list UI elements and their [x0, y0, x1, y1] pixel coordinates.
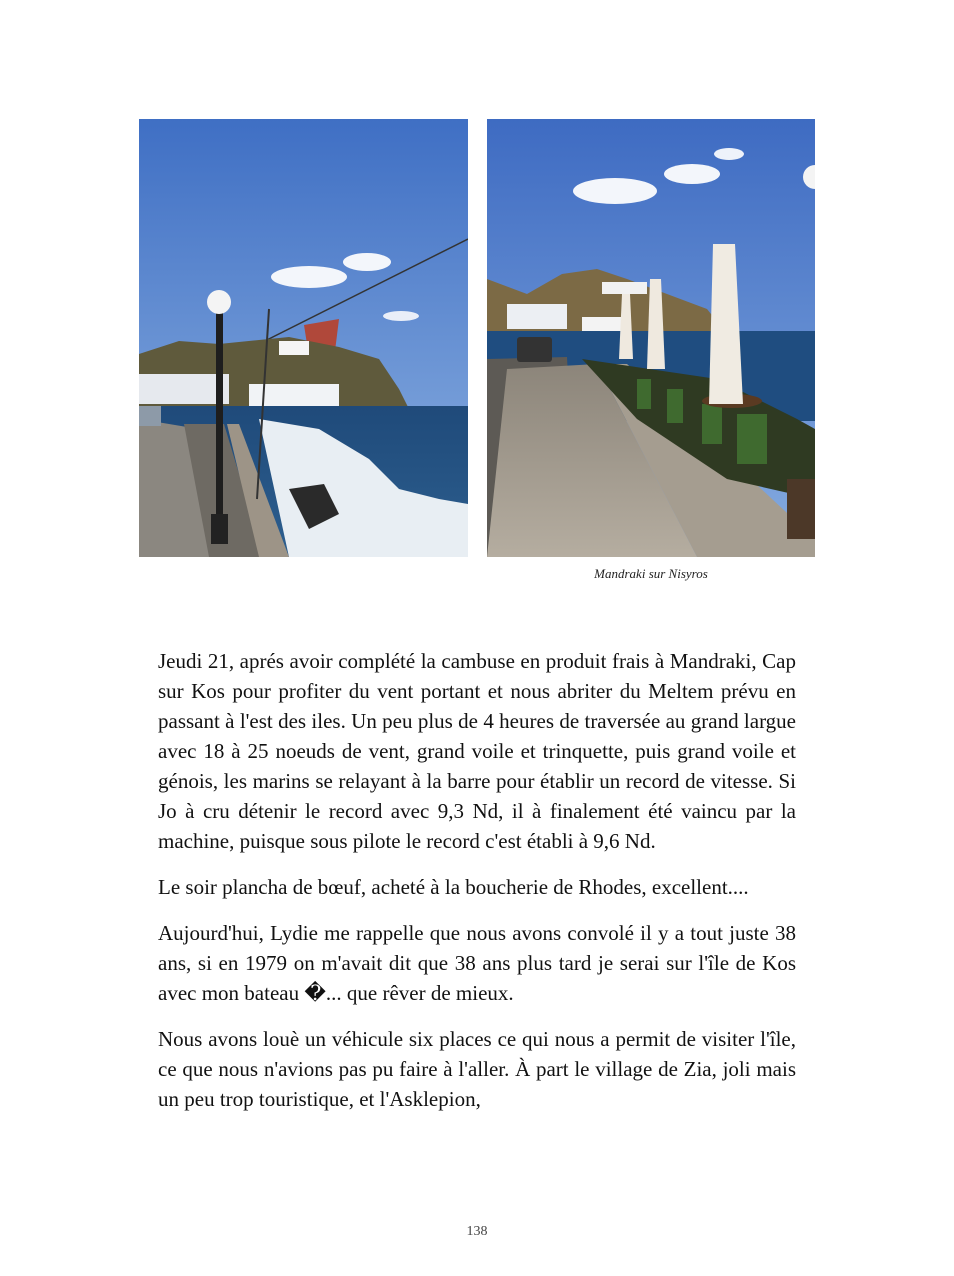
photo-caption: Mandraki sur Nisyros	[594, 566, 708, 581]
photo-seafront-lamp	[139, 119, 468, 557]
paragraph: Nous avons louè un véhicule six places ce qui nous a permit de visiter l'île, ce que nous n'avions pas pu faire à l'aller. À part le village de Zia, joli mais un peu trop touristique, et l'Asklepion,	[158, 1027, 796, 1111]
photo-cafe-terrace	[487, 119, 815, 557]
paragraph: Jeudi 21, aprés avoir complété la cambuse en produit frais à Mandraki, Cap sur Kos pour profiter du vent portant et nous abriter du Meltem prévu en passant à l'est des iles. Un peu plus de 4 heures de traversée au grand largue avec 18 à 25 noeuds de vent, grand voile et trinquette, puis grand voile et génois, les marins se relayant à la barre pour établir un record de vitesse. Si Jo à cru détenir le record avec 9,3 Nd, il à finalement été vaincu par la machine, puisque sous pilote le record c'est établi à 9,6 Nd.	[158, 649, 796, 853]
paragraph: Le soir plancha de bœuf, acheté à la boucherie de Rhodes, excellent....	[158, 875, 749, 899]
photo-cafe-terrace-image	[487, 119, 815, 557]
paragraph: Aujourd'hui, Lydie me rappelle que nous avons convolé il y a tout juste 38 ans, si en 1979 on m'avait dit que 38 ans plus tard je serai sur l'île de Kos avec mon bateau �... que rêver de mieux.	[158, 921, 796, 1005]
photo-seafront-lamp-image	[139, 119, 468, 557]
page-number: 138	[466, 1224, 488, 1239]
body-text	[158, 646, 796, 1130]
